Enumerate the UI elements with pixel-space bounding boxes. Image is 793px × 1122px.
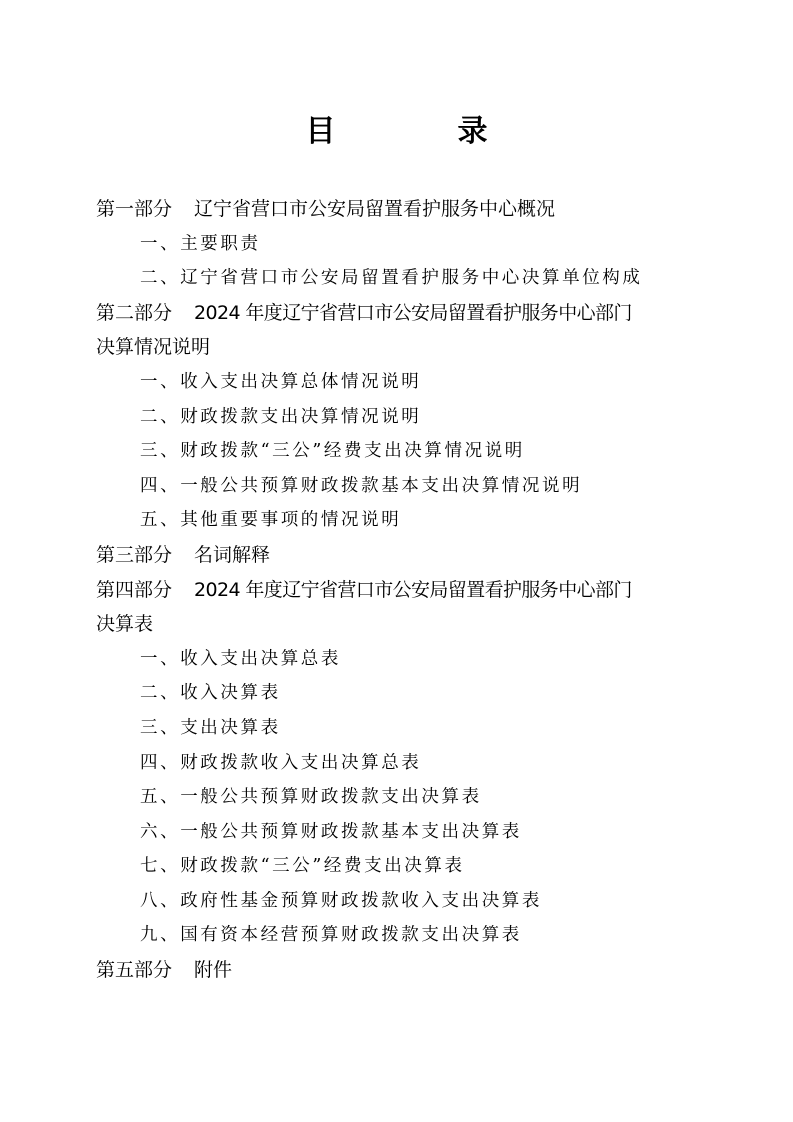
toc-item: 三、支出决算表 [140, 717, 281, 738]
part-title: 2024 年度辽宁省营口市公安局留置看护服务中心部门 [194, 301, 632, 324]
toc-part-4 [96, 573, 716, 608]
part-title: 名词解释 [194, 543, 271, 566]
toc-item: 二、辽宁省营口市公安局留置看护服务中心决算单位构成 [140, 268, 643, 289]
toc-item: 一、收入支出决算总体情况说明 [140, 371, 422, 392]
part-title: 附件 [194, 959, 233, 982]
part-title-continuation: 决算情况说明 [96, 336, 211, 359]
part-title: 2024 年度辽宁省营口市公安局留置看护服务中心部门 [194, 578, 632, 601]
toc-item: 九、国有资本经营预算财政拨款支出决算表 [140, 925, 522, 946]
part-number: 第一部分 [96, 198, 173, 220]
toc-part-3 [96, 538, 716, 573]
toc-item: 八、政府性基金预算财政拨款收入支出决算表 [140, 890, 542, 911]
part-title: 辽宁省营口市公安局留置看护服务中心概况 [194, 198, 556, 220]
table-of-contents [96, 192, 716, 988]
part-number: 第二部分 [96, 301, 173, 324]
toc-item: 七、财政拨款“三公”经费支出决算表 [140, 856, 465, 877]
toc-item: 一、主要职责 [140, 233, 261, 254]
page-title: 目 录 [305, 114, 534, 149]
part-title-continuation: 决算表 [96, 613, 154, 636]
toc-item: 六、一般公共预算财政拨款基本支出决算表 [140, 821, 522, 842]
toc-item: 五、其他重要事项的情况说明 [140, 510, 402, 531]
toc-item: 一、收入支出决算总表 [140, 648, 341, 669]
toc-item: 二、财政拨款支出决算情况说明 [140, 406, 422, 427]
toc-item: 二、收入决算表 [140, 683, 281, 704]
toc-item: 四、财政拨款收入支出决算总表 [140, 752, 422, 773]
toc-part-2 [96, 296, 716, 331]
toc-item: 三、财政拨款“三公”经费支出决算情况说明 [140, 441, 525, 462]
toc-part-1 [96, 192, 716, 227]
toc-item: 四、一般公共预算财政拨款基本支出决算情况说明 [140, 475, 583, 496]
toc-item: 五、一般公共预算财政拨款支出决算表 [140, 787, 482, 808]
part-number: 第三部分 [96, 543, 173, 566]
part-number: 第四部分 [96, 578, 173, 601]
part-number: 第五部分 [96, 959, 173, 982]
toc-part-5 [96, 953, 716, 988]
